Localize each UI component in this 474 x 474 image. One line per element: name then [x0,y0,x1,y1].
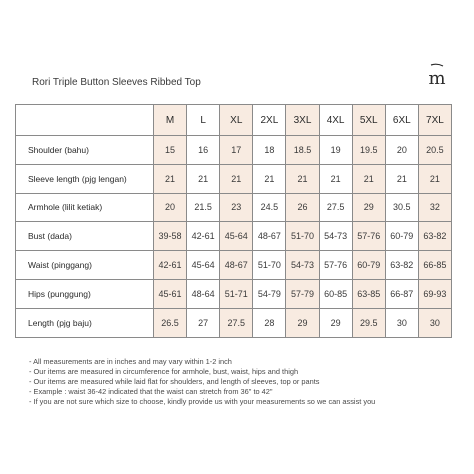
size-header-m: M [154,105,187,136]
measurement-value-cell: 26 [286,193,319,222]
measurement-value-cell: 21 [418,164,451,193]
measurement-value-cell: 66-87 [385,279,418,308]
measurement-value-cell: 21 [385,164,418,193]
measurement-value-cell: 19 [319,136,352,165]
measurement-value-cell: 20.5 [418,136,451,165]
measurement-label: Bust (dada) [16,222,154,251]
size-header-6xl: 6XL [385,105,418,136]
measurement-value-cell: 63-82 [385,251,418,280]
size-table-row [16,193,452,222]
size-chart-table [15,104,452,338]
size-table-row [16,136,452,165]
size-table-row [16,222,452,251]
measurement-value-cell: 20 [154,193,187,222]
measurement-value-cell: 29 [352,193,385,222]
note-line: - Our items are measured in circumference for armhole, bust, waist, hips and thigh [29,367,299,376]
note-line: - All measurements are in inches and may vary within 1-2 inch [29,357,232,366]
measurement-label: Waist (pinggang) [16,251,154,280]
measurement-value-cell: 54-73 [319,222,352,251]
measurement-value-cell: 60-85 [319,279,352,308]
measurement-value-cell: 23 [220,193,253,222]
brand-logo [426,62,448,88]
measurement-value-cell: 21 [352,164,385,193]
measurement-value-cell: 21 [253,164,286,193]
measurement-value-cell: 45-64 [187,251,220,280]
size-header-xl: XL [220,105,253,136]
note-line: - Our items are measured while laid flat for shoulders, and length of sleeves, top or pants [29,377,320,386]
measurement-value-cell: 28 [253,308,286,337]
measurement-value-cell: 17 [220,136,253,165]
measurement-value-cell: 26.5 [154,308,187,337]
size-header-l: L [187,105,220,136]
measurement-value-cell: 29.5 [352,308,385,337]
measurement-value-cell: 24.5 [253,193,286,222]
size-header-7xl: 7XL [418,105,451,136]
measurement-label: Sleeve length (pjg lengan) [16,164,154,193]
measurement-value-cell: 57-76 [319,251,352,280]
measurement-value-cell: 21.5 [187,193,220,222]
measurement-value-cell: 42-61 [154,251,187,280]
product-title: Rori Triple Button Sleeves Ribbed Top [32,77,201,88]
measurement-label: Shoulder (bahu) [16,136,154,165]
measurement-value-cell: 48-67 [220,251,253,280]
measurement-value-cell: 45-64 [220,222,253,251]
measurement-value-cell: 48-67 [253,222,286,251]
measurement-value-cell: 30 [418,308,451,337]
measurement-value-cell: 21 [154,164,187,193]
measurement-value-cell: 29 [319,308,352,337]
size-header-5xl: 5XL [352,105,385,136]
measurement-value-cell: 32 [418,193,451,222]
measurement-value-cell: 30 [385,308,418,337]
measurement-value-cell: 19.5 [352,136,385,165]
size-table-row [16,279,452,308]
note-line: - If you are not sure which size to choose, kindly provide us with your measurements so we can assist you [29,397,376,406]
size-table-row [16,308,452,337]
measurement-value-cell: 69-93 [418,279,451,308]
measurement-value-cell: 45-61 [154,279,187,308]
brand-logo-letter: m [428,68,446,88]
measurement-value-cell: 27.5 [319,193,352,222]
measurement-value-cell: 18 [253,136,286,165]
size-header-4xl: 4XL [319,105,352,136]
measurement-label: Hips (punggung) [16,279,154,308]
measurement-value-cell: 15 [154,136,187,165]
measurement-value-cell: 57-76 [352,222,385,251]
measurement-notes [29,357,469,407]
size-header-3xl: 3XL [286,105,319,136]
measurement-value-cell: 60-79 [352,251,385,280]
size-table-row [16,164,452,193]
measurement-value-cell: 21 [220,164,253,193]
size-header-2xl: 2XL [253,105,286,136]
measurement-value-cell: 51-70 [286,222,319,251]
measurement-value-cell: 48-64 [187,279,220,308]
measurement-value-cell: 42-61 [187,222,220,251]
measurement-value-cell: 27 [187,308,220,337]
size-header-row [16,105,452,136]
measurement-value-cell: 21 [286,164,319,193]
measurement-value-cell: 16 [187,136,220,165]
measurement-value-cell: 63-85 [352,279,385,308]
measurement-label: Armhole (lilit ketiak) [16,193,154,222]
measurement-value-cell: 66-85 [418,251,451,280]
header-corner-cell [16,105,154,136]
measurement-value-cell: 57-79 [286,279,319,308]
measurement-value-cell: 18.5 [286,136,319,165]
size-table-row [16,251,452,280]
measurement-value-cell: 21 [187,164,220,193]
measurement-value-cell: 27.5 [220,308,253,337]
measurement-value-cell: 29 [286,308,319,337]
measurement-value-cell: 21 [319,164,352,193]
measurement-value-cell: 30.5 [385,193,418,222]
measurement-value-cell: 63-82 [418,222,451,251]
measurement-value-cell: 51-71 [220,279,253,308]
measurement-value-cell: 60-79 [385,222,418,251]
measurement-value-cell: 54-79 [253,279,286,308]
measurement-value-cell: 54-73 [286,251,319,280]
measurement-label: Length (pjg baju) [16,308,154,337]
measurement-value-cell: 20 [385,136,418,165]
note-line: - Example : waist 36-42 indicated that the waist can stretch from 36" to 42" [29,387,273,396]
measurement-value-cell: 51-70 [253,251,286,280]
measurement-value-cell: 39-58 [154,222,187,251]
